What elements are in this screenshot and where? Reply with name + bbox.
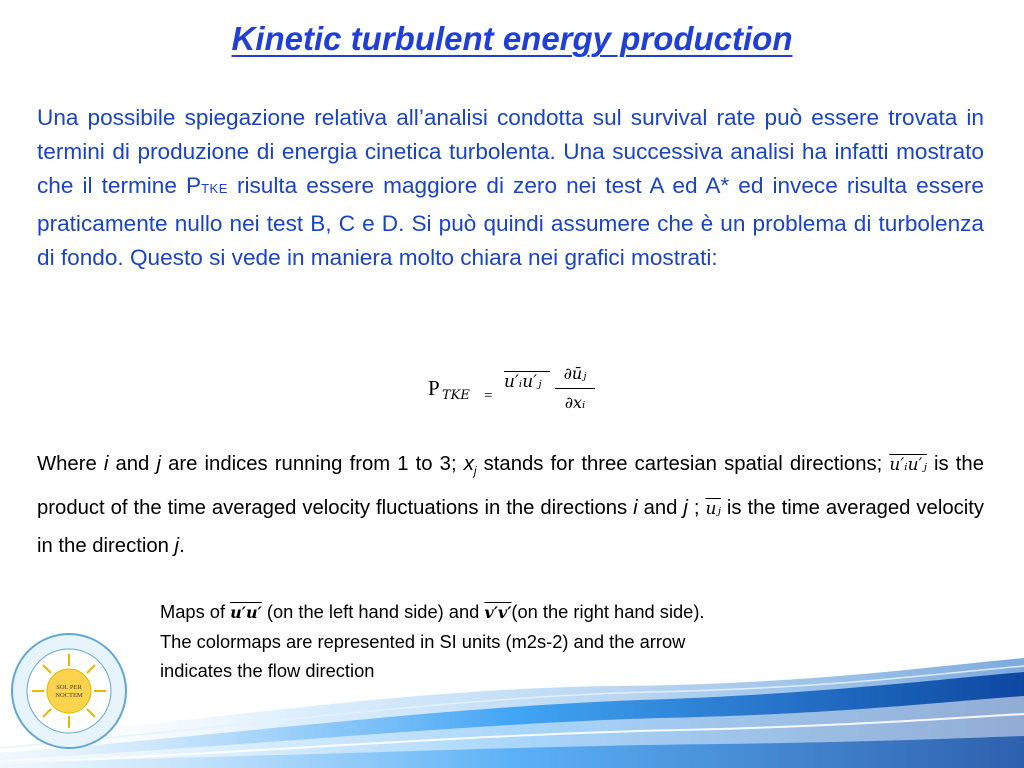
- where-text: and: [637, 497, 684, 520]
- caption-line-2: The colormaps are represented in SI units (m2s-2) and the arrow: [160, 631, 686, 652]
- paragraph-subscript: TKE: [201, 181, 228, 197]
- var-uiuj: u′ᵢu′ⱼ: [889, 455, 927, 475]
- university-logo: [10, 632, 128, 750]
- equation-lhs-subscript: TKE: [442, 388, 470, 403]
- caption-text: (on the left hand side) and: [261, 601, 485, 622]
- caption-line-3: indicates the flow direction: [160, 660, 375, 681]
- caption-text: (on the right hand side).: [511, 601, 705, 622]
- logo-motto-1: SOL PER: [56, 684, 82, 691]
- slide-title: Kinetic turbulent energy production: [231, 20, 793, 57]
- var-i: i: [633, 497, 638, 520]
- var-j: j: [174, 535, 180, 558]
- where-text: is the product of the time averaged velocity fluctuations in the directions: [37, 453, 984, 520]
- equation-equals: =: [484, 388, 493, 404]
- where-paragraph: [37, 446, 984, 565]
- where-text: ;: [687, 497, 706, 520]
- var-uj: $\overline{uⱼ}$: [705, 499, 721, 520]
- where-text: stands for three cartesian spatial directions;: [476, 453, 890, 475]
- caption-line-1: [160, 597, 920, 627]
- caption-math-uu: u′u′: [230, 603, 262, 622]
- paragraph-text-1: Una possibile spiegazione relativa all’analisi condotta sul survival rate può essere trovata in termini di produzione di energia cinetica turbolenta. Una successiva analisi ha infatti mostrato che il termine P: [37, 105, 984, 199]
- equation-fraction: [555, 362, 595, 415]
- caption-text: Maps of: [160, 601, 231, 622]
- var-j: j: [156, 453, 161, 475]
- where-text: .: [179, 535, 185, 558]
- correlation-text: u′ᵢu′ⱼ: [504, 372, 542, 392]
- intro-paragraph: [37, 101, 984, 275]
- logo-motto-2: NOCTEM: [55, 692, 83, 699]
- caption-math-vv: v′v′: [484, 603, 512, 622]
- var-x: x: [463, 453, 474, 475]
- equation-correlation: [504, 372, 542, 392]
- fraction-numerator: ∂ūⱼ: [563, 364, 587, 383]
- fraction-denominator: ∂xᵢ: [564, 393, 586, 412]
- equation-lhs: P: [428, 376, 440, 400]
- var-i: i: [103, 453, 109, 475]
- where-text: Where: [37, 453, 104, 475]
- where-text: and: [108, 453, 157, 475]
- where-text: are indices running from 1 to 3;: [160, 453, 464, 475]
- var-j: j: [683, 497, 688, 520]
- where-text: is the time averaged velocity in the direction: [37, 497, 985, 558]
- var-x-subscript: j: [473, 464, 477, 479]
- figure-caption: [160, 597, 920, 685]
- paragraph-text-2: risulta essere maggiore di zero nei test A ed A* ed invece risulta essere praticamente nullo nei test B, C e D. Si può quindi assumere che è un problema di turbolenza di fondo. Questo si vede in maniera molto chiara nei grafici mostrati:: [37, 173, 984, 270]
